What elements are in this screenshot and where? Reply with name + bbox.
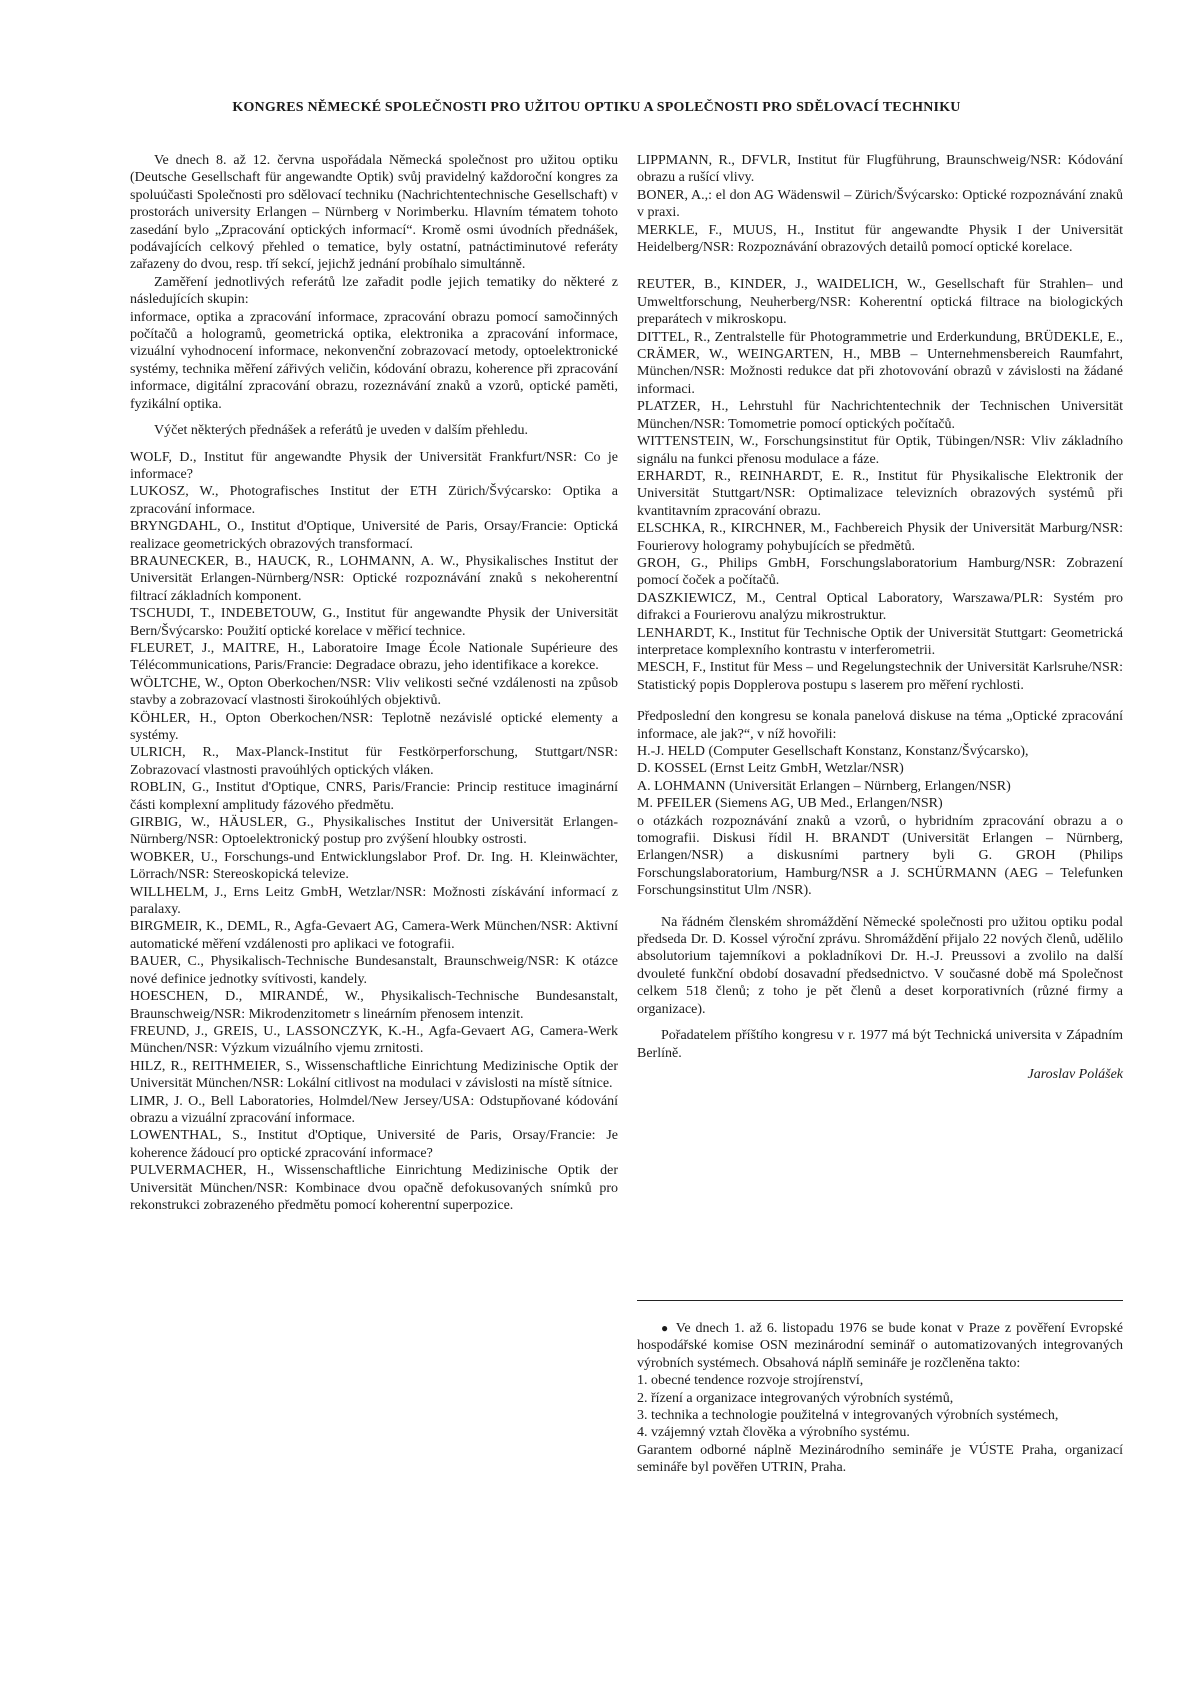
- reference-entry: WOBKER, U., Forschungs-und Entwicklungslabor Prof. Dr. Ing. H. Kleinwächter, Lörrach/NSR: Stereoskopická televize.: [130, 849, 618, 883]
- notice-list: [637, 1372, 1123, 1442]
- reference-entry: HOESCHEN, D., MIRANDÉ, W., Physikalisch-Technische Bundesanstalt, Braunschweig/NSR: Mikrodenzitometr s lineárním přenosem intenzit.: [130, 989, 618, 1022]
- left-column: [130, 152, 618, 1214]
- notice-list-item: 3. technika a technologie použitelná v integrovaných výrobních systémech,: [637, 1408, 1059, 1424]
- reference-entry: ROBLIN, G., Institut d'Optique, CNRS, Paris/Francie: Princip restituce imaginární části komplexní amplitudy fázového předmětu.: [130, 780, 618, 813]
- reference-entry: LIMR, J. O., Bell Laboratories, Holmdel/New Jersey/USA: Odstupňované kódování obrazu a vizuální zpracování informace.: [130, 1093, 618, 1126]
- panel-outro: o otázkách rozpoznávání znaků a vzorů, o hybridním zpracování obrazu a o tomografii. Diskusi řídil H. BRANDT (Universität Erlangen – Nürnberg, Erlangen/NSR) a diskusními partnery byli G. GROH (Philips Forschungslaboratorium, Hamburg/NSR a J. SCHÜRMANN (AEG – Telefunken Forschungsinstitut Ulm /NSR).: [637, 813, 1123, 899]
- meeting-paragraph: Na řádném členském shromáždění Německé společnosti pro užitou optiku podal předseda Dr. D. Kossel výroční zprávu. Shromáždění přijalo 22 nových členů, udělilo absolutorium tajemníkovi a pokladníkovi Dr. H.-J. Preussovi a zvolilo na další dvouleté funkční období dosavadní předsednictvo. V současné době má Společnost celkem 518 členů; z toho je pět členů a deset korporativních (různé firmy a organizace).: [637, 914, 1123, 1017]
- panel-member: D. KOSSEL (Ernst Leitz GmbH, Wetzlar/NSR): [637, 761, 904, 777]
- reference-entry: KÖHLER, H., Opton Oberkochen/NSR: Teplotně nezávislé optické elementy a systémy.: [130, 710, 618, 743]
- reference-entry: HILZ, R., REITHMEIER, S., Wissenschaftliche Einrichtung Medizinische Optik der Universität München/NSR: Lokální citlivost na modulaci v závislosti na místě sítnice.: [130, 1058, 618, 1092]
- reference-entry: FLEURET, J., MAITRE, H., Laboratoire Image École Nationale Supérieure des Télécommunications, Paris/Francie: Degradace obrazu, jeho identifikace a korekce.: [130, 640, 618, 674]
- reference-entry: DASZKIEWICZ, M., Central Optical Laboratory, Warszawa/PLR: Systém pro difrakci a Fourierovu analýzu mikrostruktur.: [637, 590, 1123, 624]
- reference-list-left: [130, 449, 618, 1215]
- next-congress-paragraph: Pořadatelem příštího kongresu v r. 1977 má být Technická universita v Západním Berlíně.: [637, 1028, 1123, 1061]
- reference-entry: REUTER, B., KINDER, J., WAIDELICH, W., Gesellschaft für Strahlen– und Umweltforschung, Neuherberg/NSR: Koherentní optická filtrace na biologických preparátech v mikroskopu.: [637, 277, 1123, 328]
- reference-entry: ULRICH, R., Max-Planck-Institut für Festkörperforschung, Stuttgart/NSR: Zobrazovací vlastnosti pravoúhlých optických vláken.: [130, 745, 618, 778]
- reference-list-right-a: [637, 152, 1123, 256]
- reference-entry: WILLHELM, J., Erns Leitz GmbH, Wetzlar/NSR: Možnosti získávání informací z paralaxy.: [130, 884, 618, 918]
- reference-entry: BONER, A.,: el don AG Wädenswil – Zürich/Švýcarsko: Optické rozpoznávání znaků v praxi.: [637, 187, 1123, 221]
- reference-entry: LOWENTHAL, S., Institut d'Optique, Université de Paris, Orsay/Francie: Je koherence žádoucí pro optické zpracování informace?: [130, 1128, 618, 1161]
- panel-members: [637, 743, 1123, 813]
- reference-entry: MESCH, F., Institut für Mess – und Regelungstechnik der Universität Karlsruhe/NSR: Statistický popis Dopplerova postupu s laserem pro měření rychlosti.: [637, 660, 1123, 693]
- right-column: [637, 152, 1123, 1083]
- reference-entry: BAUER, C., Physikalisch-Technische Bundesanstalt, Braunschweig/NSR: K otázce nové definice jednotky svítivosti, kandely.: [130, 954, 618, 987]
- panel-member: M. PFEILER (Siemens AG, UB Med., Erlangen/NSR): [637, 796, 943, 812]
- reference-entry: LENHARDT, K., Institut für Technische Optik der Universität Stuttgart: Geometrická interpretace komplexního kontrastu v interferometrii.: [637, 625, 1123, 658]
- reference-entry: LUKOSZ, W., Photografisches Institut der ETH Zürich/Švýcarsko: Optika a zpracování informace.: [130, 484, 618, 517]
- reference-entry: LIPPMANN, R., DFVLR, Institut für Flugführung, Braunschweig/NSR: Kódování obrazu a rušící vlivy.: [637, 153, 1123, 186]
- panel-member: A. LOHMANN (Universität Erlangen – Nürnberg, Erlangen/NSR): [637, 778, 1011, 794]
- reference-entry: ERHARDT, R., REINHARDT, E. R., Institut für Physikalische Elektronik der Universität Stuttgart/NSR: Optimalizace televizních obrazových systémů při kvantitavním zpracování obrazu.: [637, 468, 1123, 519]
- page-title: KONGRES NĚMECKÉ SPOLEČNOSTI PRO UŽITOU OPTIKU A SPOLEČNOSTI PRO SDĚLOVACÍ TECHNIKU: [232, 100, 961, 115]
- reference-entry: ELSCHKA, R., KIRCHNER, M., Fachbereich Physik der Universität Marburg/NSR: Fourierovy hologramy pohybujících se předmětů.: [637, 521, 1123, 554]
- reference-entry: MERKLE, F., MUUS, H., Institut für angewandte Physik I der Universität Heidelberg/NSR: Rozpoznávání obrazových detailů pomocí optické korelace.: [637, 222, 1123, 256]
- reference-entry: PULVERMACHER, H., Wissenschaftliche Einrichtung Medizinische Optik der Universität München/NSR: Kombinace dvou opačně defokusovaných snímků pro rekonstrukci zobrazeného předmětu pomocí koherentní superpozice.: [130, 1163, 618, 1213]
- notice-list-item: 2. řízení a organizace integrovaných výrobních systémů,: [637, 1390, 954, 1406]
- reference-entry: BRYNGDAHL, O., Institut d'Optique, Université de Paris, Orsay/Francie: Optická realizace geometrických obrazových transformací.: [130, 519, 618, 552]
- reference-entry: PLATZER, H., Lehrstuhl für Nachrichtentechnik der Technischen Universität München/NSR: Tomometrie pomocí optických počítačů.: [637, 399, 1123, 432]
- reference-entry: GIRBIG, W., HÄUSLER, G., Physikalisches Institut der Universität Erlangen-Nürnberg/NSR: Optoelektronický postup pro zvýšení hloubky ostrosti.: [130, 815, 618, 848]
- reference-entry: GROH, G., Philips GmbH, Forschungslaboratorium Hamburg/NSR: Zobrazení pomocí čoček a počítačů.: [637, 555, 1123, 589]
- author-signature: Jaroslav Polášek: [1027, 1066, 1123, 1082]
- reference-entry: DITTEL, R., Zentralstelle für Photogrammetrie und Erderkundung, BRÜDEKLE, E., CRÄMER, W., WEINGARTEN, H., MBB – Unternehmensbereich Raumfahrt, München/NSR: Možnosti redukce dat při zhotovování obrazů v závislosti na žádané informaci.: [637, 329, 1123, 397]
- divider: [637, 1300, 1123, 1301]
- reference-entry: FREUND, J., GREIS, U., LASSONCZYK, K.-H., Agfa-Gevaert AG, Camera-Werk München/NSR: Výzkum vizuálního vjemu zrnitosti.: [130, 1023, 618, 1057]
- intro-paragraph: Výčet některých přednášek a referátů je uveden v dalším přehledu.: [154, 423, 528, 439]
- intro-paragraph: Zaměření jednotlivých referátů lze zařadit podle jejich tematiky do některé z následujících skupin:: [130, 274, 618, 308]
- notice-list-item: 4. vzájemný vztah člověka a výrobního systému.: [637, 1425, 910, 1441]
- reference-entry: BRAUNECKER, B., HAUCK, R., LOHMANN, A. W., Physikalisches Institut der Universität Erlangen-Nürnberg/NSR: Optické rozpoznávání znaků s nekoherentní filtrací základních komponent.: [130, 553, 618, 604]
- reference-entry: TSCHUDI, T., INDEBETOUW, G., Institut für angewandte Physik der Universität Bern/Švýcarsko: Použití optické korelace v měřicí technice.: [130, 606, 618, 639]
- reference-entry: WÖLTCHE, W., Opton Oberkochen/NSR: Vliv velikosti sečné vzdálenosti na způsob stavby a zobrazovací vlastnosti širokoúhlých objektivů.: [130, 675, 618, 709]
- reference-list-right-b: [637, 276, 1123, 694]
- reference-entry: BIRGMEIR, K., DEML, R., Agfa-Gevaert AG, Camera-Werk München/NSR: Aktivní automatické měření vzdálenosti pro aplikaci ve fotografii.: [130, 919, 618, 952]
- panel-intro: Předposlední den kongresu se konala panelová diskuse na téma „Optické zpracování informace, ale jak?“, v níž hovořili:: [637, 709, 1123, 742]
- notice-list-item: 1. obecné tendence rozvoje strojírenství,: [637, 1373, 864, 1389]
- topic-list-paragraph: informace, optika a zpracování informace, zpracování obrazu pomocí samočinných počítačů a hologramů, geometrická optika, elektronika a zpracování informace, vizuální vyhodnocení informace, nekonvenční zobrazovací metody, optoelektronické systémy, technika měření zářivých veličin, kódování obrazu, koherence při zpracování informace, digitální zpracování obrazu, rozeznávání znaků a vzorů, optické paměti, fyzikální optika.: [130, 309, 618, 412]
- notice-closing: Garantem odborné náplně Mezinárodního semináře je VÚSTE Praha, organizací semináře byl pověřen UTRIN, Praha.: [637, 1442, 1123, 1476]
- intro-paragraph: Ve dnech 8. až 12. června uspořádala Německá společnost pro užitou optiku (Deutsche Gesellschaft für angewandte Optik) svůj pravidelný každoroční kongres za spoluúčasti Společnosti pro sdělovací techniku (Nachrichtentechnische Gesellschaft) v prostorách university Erlangen – Nürnberg v Norimberku. Hlavním tématem tohoto zasedání bylo „Zpracování optických informací“. Kromě osmi úvodních přednášek, podávajících celkový přehled o tematice, byly ostatní, patnáctiminutové referáty zařazeny do dvou, resp. tří sekcí, jejichž jednání probíhalo simultánně.: [130, 153, 618, 273]
- reference-entry: WITTENSTEIN, W., Forschungsinstitut für Optik, Tübingen/NSR: Vliv základního signálu na funkci přenosu modulace a fáze.: [637, 434, 1123, 467]
- notice-text: Ve dnech 1. až 6. listopadu 1976 se bude konat v Praze z pověření Evropské hospodářské komise OSN mezinárodní seminář o automatizovaných integrovaných výrobních systémech. Obsahová náplň semináře je rozčleněna takto:: [637, 1321, 1123, 1371]
- reference-entry: WOLF, D., Institut für angewandte Physik der Universität Frankfurt/NSR: Co je informace?: [130, 449, 618, 482]
- seminar-notice: [637, 1320, 1123, 1477]
- panel-member: H.-J. HELD (Computer Gesellschaft Konstanz, Konstanz/Švýcarsko),: [637, 744, 1029, 759]
- bullet-icon: ●: [661, 1321, 670, 1335]
